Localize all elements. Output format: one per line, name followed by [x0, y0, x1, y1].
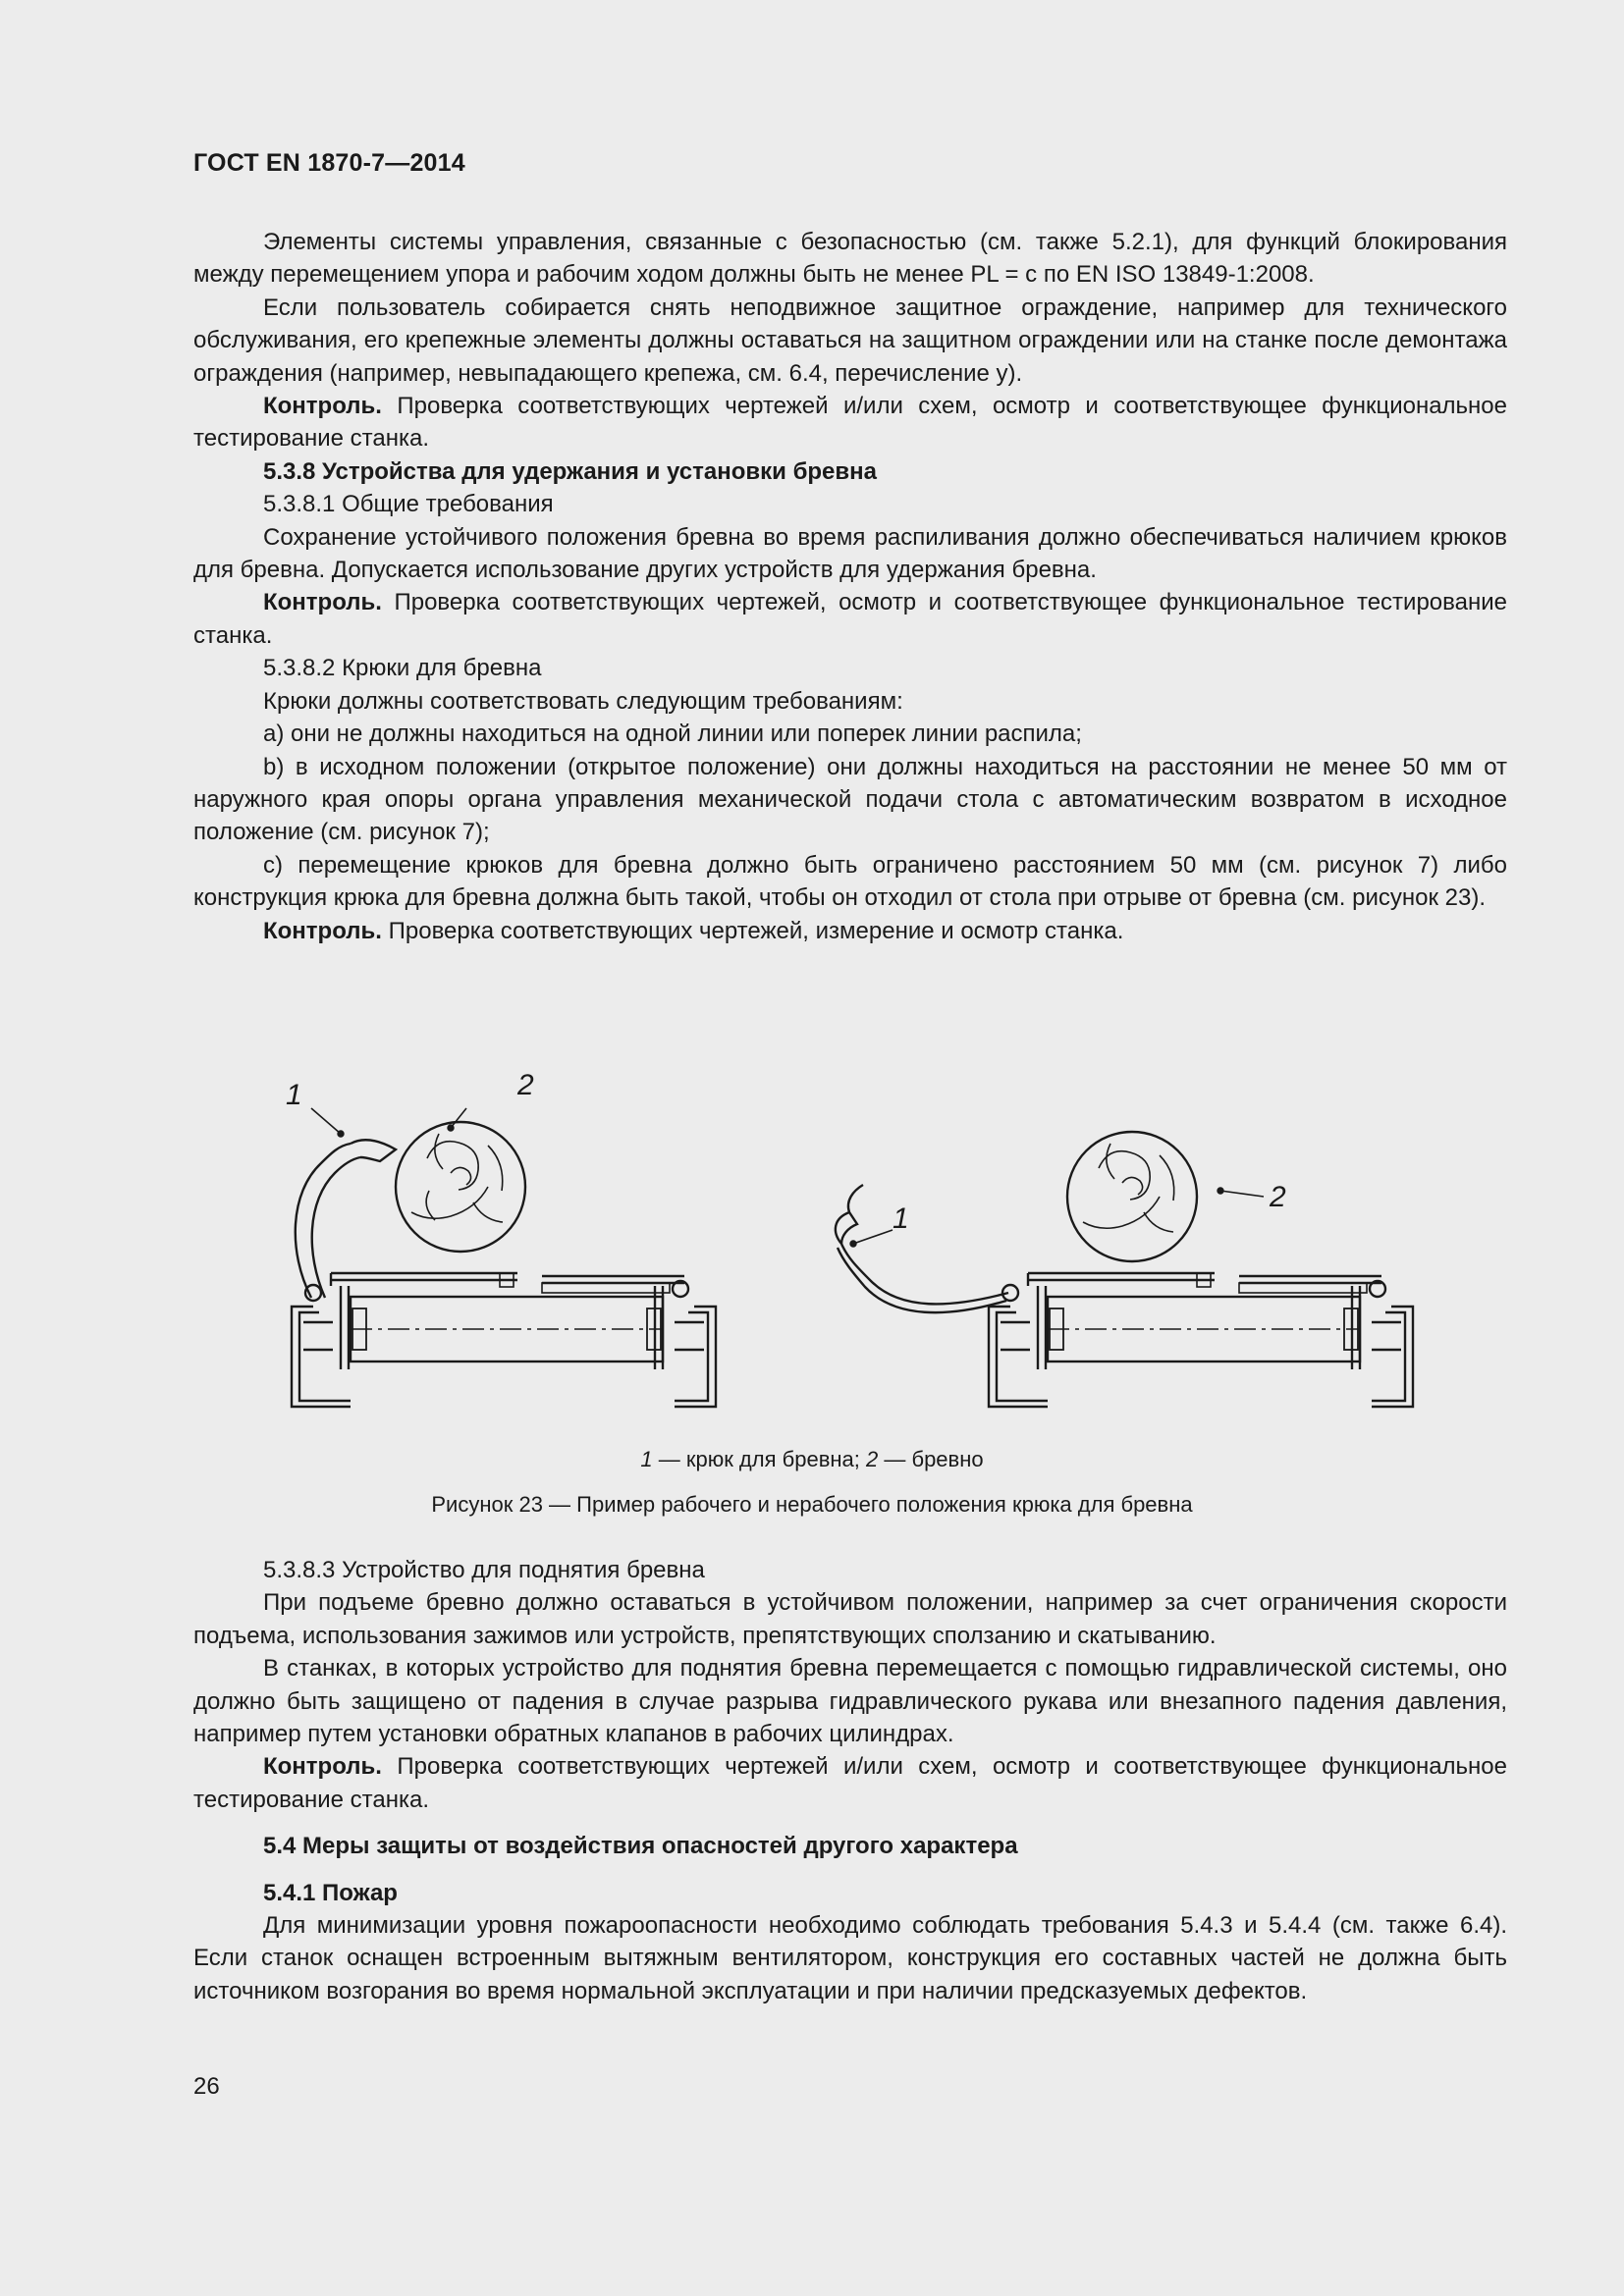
- subsection-title-5383: 5.3.8.3 Устройство для поднятия бревна: [263, 1557, 705, 1583]
- right-assembly: [836, 1132, 1413, 1407]
- paragraph: Сохранение устойчивого положения бревна во время распиливания должно обеспечиваться наличием крюков для бревна. Допускается использование других устройств для удержания бревна.: [193, 523, 1507, 584]
- document-header: ГОСТ EN 1870-7—2014: [193, 149, 465, 177]
- label-log-left: 2: [517, 1069, 534, 1101]
- legend-num-1: 1: [640, 1447, 653, 1471]
- paragraph: Элементы системы управления, связанные с безопасностью (см. также 5.2.1), для функций блокирования между перемещением упора и рабочим ходом должны быть не менее PL = c по EN ISO 13849-1:2008.: [193, 229, 1507, 289]
- legend-num-2: 2: [866, 1447, 879, 1471]
- list-item: b) в исходном положении (открытое положение) они должны находиться на расстоянии не менее 50 мм от наружного края опоры органа управления механической подачи стола с автоматическим возвратом в исходное положение (см. рисунок 7);: [193, 753, 1507, 846]
- legend-text-2: — бревно: [878, 1447, 984, 1471]
- paragraph: Если пользователь собирается снять неподвижное защитное ограждение, например для технического обслуживания, его крепежные элементы должны оставаться на защитном ограждении или на станке после демонтажа ограждения (например, невыпадающего крепежа, см. 6.4, перечисление y).: [193, 294, 1507, 387]
- subsection-title-5381: 5.3.8.1 Общие требования: [263, 491, 554, 518]
- figure-caption: Рисунок 23 — Пример рабочего и нерабочего положения крюка для бревна: [431, 1492, 1193, 1517]
- paragraph: Для минимизации уровня пожароопасности необходимо соблюдать требования 5.4.3 и 5.4.4 (см. также 6.4). Если станок оснащен встроенным вытяжным вентилятором, конструкция его составных частей не должна быть источником возгорания во время нормальной эксплуатации и при наличии предсказуемых дефектов.: [193, 1912, 1507, 2004]
- control-label: Контроль.: [263, 393, 382, 420]
- label-hook-right: 1: [893, 1202, 909, 1235]
- text-block-upper: [193, 226, 1507, 947]
- paragraph: При подъеме бревно должно оставаться в устойчивом положении, например за счет ограничения скорости подъема, использования зажимов или устройств, препятствующих сползанию и скатыванию.: [193, 1589, 1507, 1649]
- control-text: Проверка соответствующих чертежей и/или схем, осмотр и соответствующее функциональное тестирование станка.: [193, 1753, 1507, 1813]
- control-paragraph: [193, 1750, 1507, 1816]
- label-hook-left: 1: [286, 1079, 302, 1111]
- figure-23: [193, 1065, 1507, 1438]
- control-text: Проверка соответствующих чертежей, осмотр и соответствующее функциональное тестирование станка.: [193, 589, 1507, 649]
- control-text: Проверка соответствующих чертежей и/или схем, осмотр и соответствующее функциональное тестирование станка.: [193, 393, 1507, 453]
- label-log-right: 2: [1270, 1181, 1286, 1213]
- subsection-title-5382: 5.3.8.2 Крюки для бревна: [263, 655, 542, 682]
- control-label: Контроль.: [263, 1753, 382, 1781]
- section-title-538: 5.3.8 Устройства для удержания и установки бревна: [263, 457, 877, 485]
- legend-text-1: — крюк для бревна;: [652, 1447, 866, 1471]
- section-title-541: 5.4.1 Пожар: [263, 1879, 398, 1906]
- list-item: a) они не должны находиться на одной линии или поперек линии распила;: [263, 721, 1082, 748]
- control-paragraph: [193, 915, 1507, 947]
- figure-drawing: [193, 1065, 1507, 1438]
- control-paragraph: [193, 390, 1507, 455]
- control-label: Контроль.: [263, 589, 382, 616]
- page-number: 26: [193, 2073, 220, 2100]
- control-paragraph: [193, 586, 1507, 652]
- figure-legend: [0, 1447, 1624, 1472]
- control-label: Контроль.: [263, 917, 382, 944]
- control-text: Проверка соответствующих чертежей, измерение и осмотр станка.: [381, 917, 1124, 944]
- paragraph: Крюки должны соответствовать следующим требованиям:: [263, 687, 903, 715]
- paragraph: В станках, в которых устройство для поднятия бревна перемещается с помощью гидравлической системы, оно должно быть защищено от падения в случае разрыва гидравлического рукава или внезапного падения давления, например путем установки обратных клапанов в рабочих цилиндрах.: [193, 1655, 1507, 1748]
- section-title-54: 5.4 Меры защиты от воздействия опасностей другого характера: [263, 1833, 1018, 1860]
- list-item: c) перемещение крюков для бревна должно быть ограничено расстоянием 50 мм (см. рисунок 7) либо конструкция крюка для бревна должна быть такой, чтобы он отходил от стола при отрыве от бревна (см. рисунок 23).: [193, 851, 1507, 912]
- left-assembly: [292, 1108, 716, 1407]
- section-heading: [193, 455, 1507, 488]
- text-block-lower: [193, 1554, 1507, 2007]
